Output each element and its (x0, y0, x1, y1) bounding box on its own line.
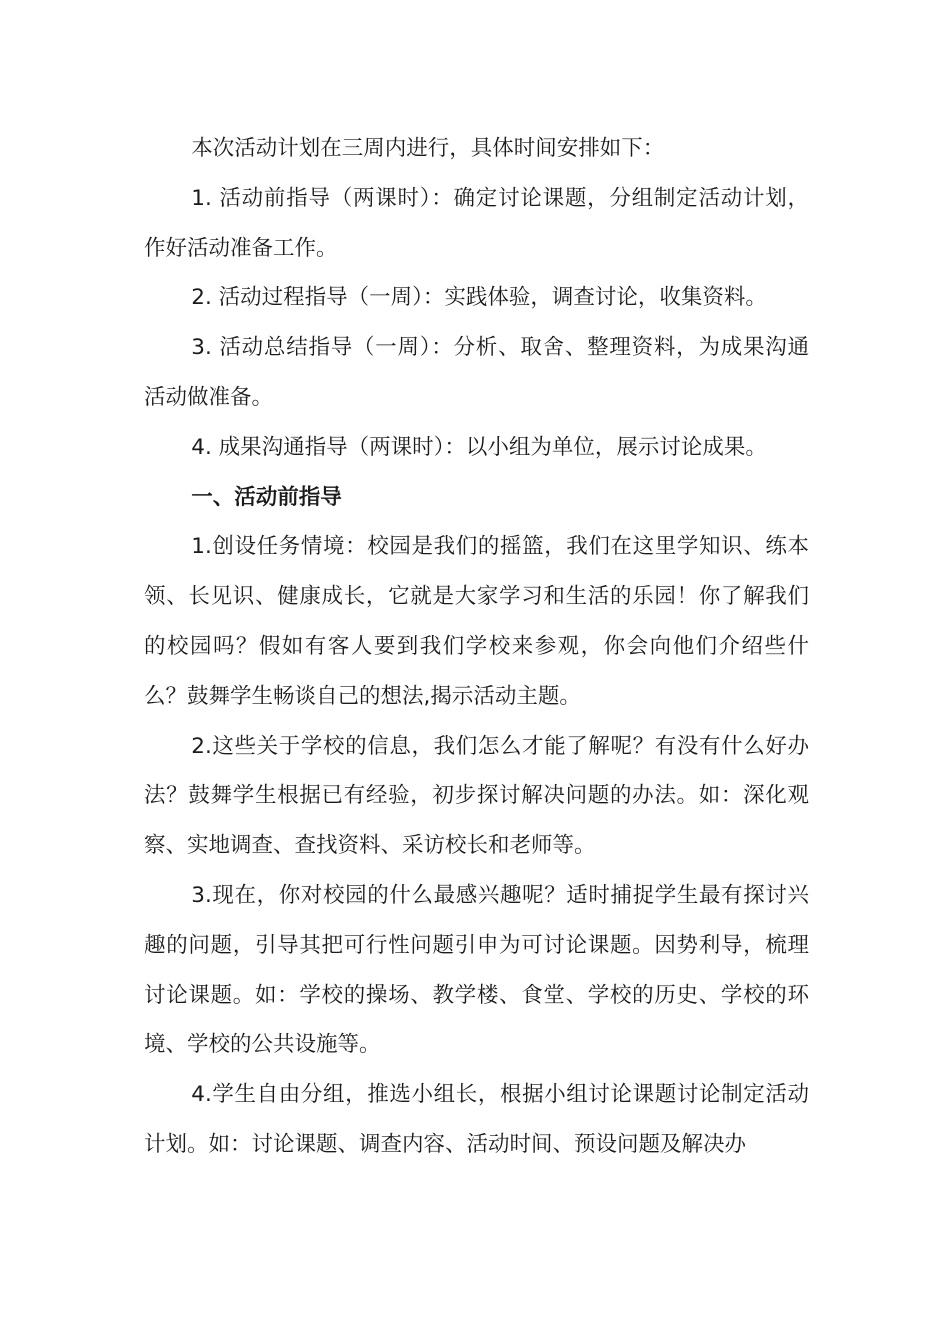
body-paragraph-3: 3.现在，你对校园的什么最感兴趣呢？适时捕捉学生最有探讨兴趣的问题，引导其把可行性问题引申为可讨论课题。因势利导，梳理讨论课题。如：学校的操场、教学楼、食堂、学校的历史、学校的环境、学校的公共设施等。 (144, 882, 809, 1058)
schedule-item-2: 2. 活动过程指导（一周）：实践体验，调查讨论，收集资料。 (191, 285, 767, 311)
section-heading: 一、活动前指导 (191, 484, 342, 510)
body-paragraph-4: 4.学生自由分组，推选小组长，根据小组讨论课题讨论制定活动计划。如：讨论课题、调查内容、活动时间、预设问题及解决办 (144, 1082, 809, 1157)
schedule-item-3: 3. 活动总结指导（一周）：分析、取舍、整理资料，为成果沟通活动做准备。 (144, 335, 809, 410)
intro-paragraph: 本次活动计划在三周内进行，具体时间安排如下： (191, 136, 665, 161)
body-paragraph-1: 1.创设任务情境：校园是我们的摇篮，我们在这里学知识、练本领、长见识、健康成长，它就是大家学习和生活的乐园！你了解我们的校园吗？假如有客人要到我们学校来参观，你会向他们介绍些什么？鼓舞学生畅谈自己的想法,揭示活动主题。 (144, 534, 809, 709)
schedule-item-4: 4. 成果沟通指导（两课时）：以小组为单位，展示讨论成果。 (191, 434, 767, 460)
document-page (144, 124, 809, 1170)
schedule-item-1: 1. 活动前指导（两课时）：确定讨论课题，分组制定活动计划，作好活动准备工作。 (144, 185, 809, 261)
body-paragraph-2: 2.这些关于学校的信息，我们怎么才能了解呢？有没有什么好办法？鼓舞学生根据已有经验，初步探讨解决问题的办法。如：深化观察、实地调查、查找资料、采访校长和老师等。 (144, 733, 809, 859)
